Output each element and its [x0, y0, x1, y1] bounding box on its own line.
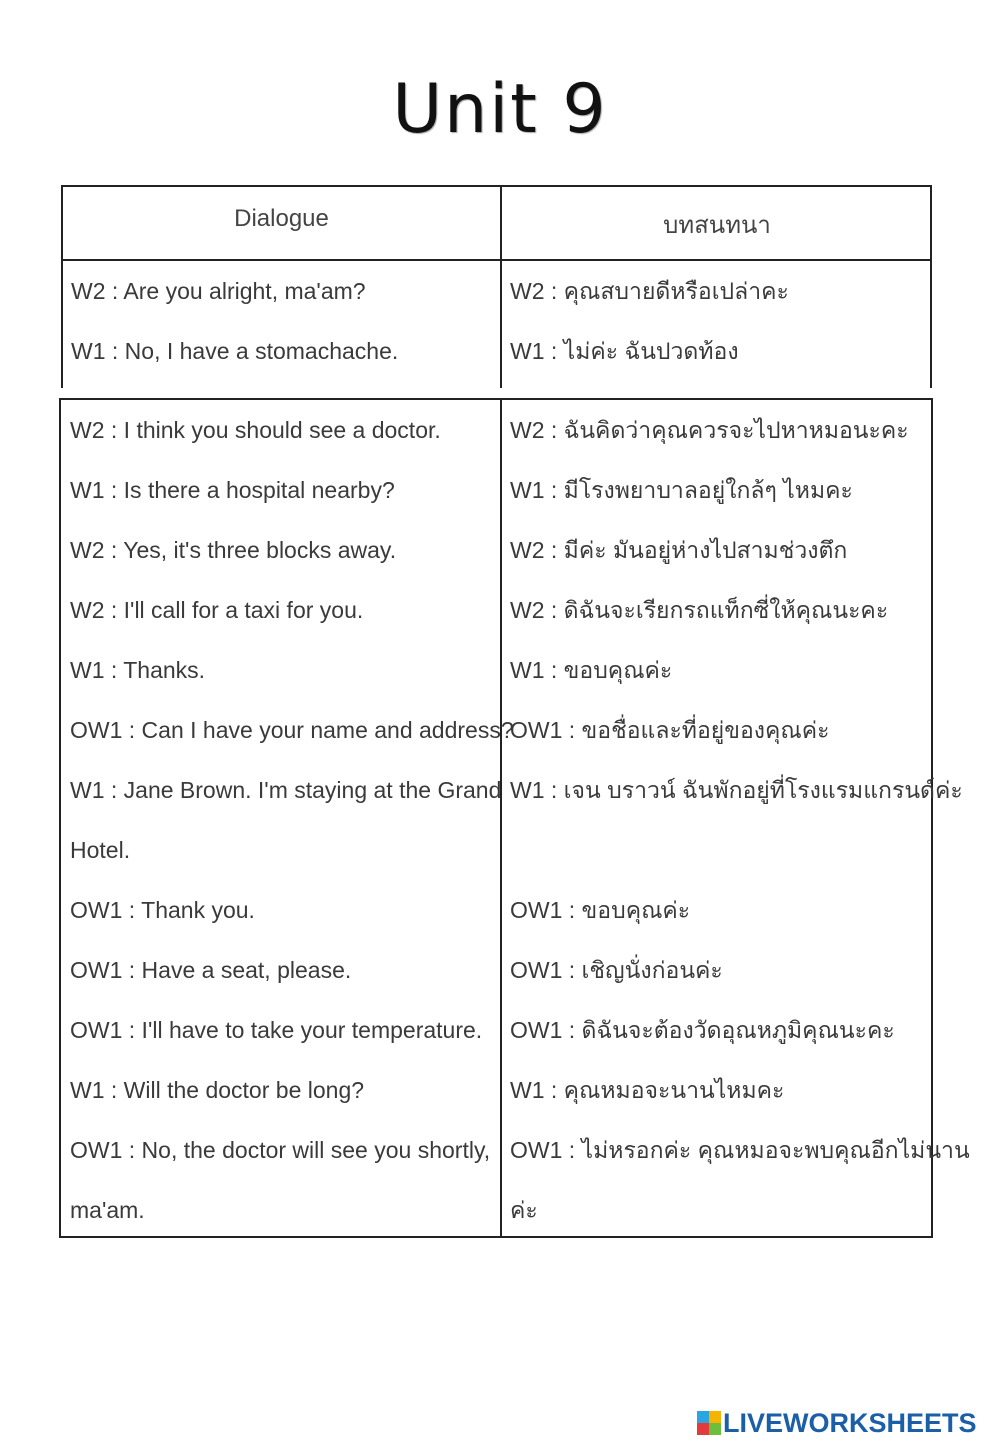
- dialogue-line-thai: OW1 : ดิฉันจะต้องวัดอุณหภูมิคุณนะคะ: [510, 1017, 895, 1043]
- dialogue-line: Hotel.: [70, 837, 131, 863]
- dialogue-line: OW1 : Have a seat, please.: [70, 957, 352, 983]
- dialogue-line-thai: W1 : มีโรงพยาบาลอยู่ใกล้ๆ ไหมคะ: [510, 477, 853, 503]
- header-dialogue: Dialogue: [234, 205, 329, 232]
- liveworksheets-logo-icon: [697, 1411, 721, 1435]
- dialogue-line-thai: W2 : ฉันคิดว่าคุณควรจะไปหาหมอนะคะ: [510, 417, 909, 443]
- dialogue-line-thai: OW1 : ไม่หรอกค่ะ คุณหมอจะพบคุณอีกไม่นาน: [510, 1137, 970, 1163]
- header-thai-dialogue: บทสนทนา: [663, 212, 771, 239]
- dialogue-line: W1 : Jane Brown. I'm staying at the Grand: [70, 777, 502, 803]
- dialogue-line: W1 : No, I have a stomachache.: [71, 338, 399, 364]
- dialogue-line-thai: W1 : ไม่ค่ะ ฉันปวดท้อง: [510, 338, 739, 364]
- dialogue-line-thai: W1 : คุณหมอจะนานไหมคะ: [510, 1077, 785, 1103]
- dialogue-line: OW1 : Can I have your name and address?: [70, 717, 514, 743]
- dialogue-line-thai: W2 : คุณสบายดีหรือเปล่าคะ: [510, 278, 789, 304]
- dialogue-line: OW1 : I'll have to take your temperature.: [70, 1017, 483, 1043]
- dialogue-line: ma'am.: [70, 1197, 145, 1223]
- dialogue-table-bottom: [59, 398, 970, 1238]
- dialogue-line: W2 : Yes, it's three blocks away.: [70, 537, 397, 563]
- dialogue-line: W1 : Will the doctor be long?: [70, 1077, 365, 1103]
- dialogue-line-thai: OW1 : ขอบคุณค่ะ: [510, 897, 691, 923]
- dialogue-line: W2 : Are you alright, ma'am?: [71, 278, 366, 304]
- dialogue-line-thai: W2 : มีค่ะ มันอยู่ห่างไปสามช่วงตึก: [510, 537, 848, 563]
- dialogue-line: OW1 : No, the doctor will see you shortly,: [70, 1137, 491, 1163]
- dialogue-table-top: [61, 185, 932, 388]
- dialogue-line: OW1 : Thank you.: [70, 897, 255, 923]
- english-lines-top: [71, 261, 398, 381]
- dialogue-line-thai: OW1 : ขอชื่อและที่อยู่ของคุณค่ะ: [510, 717, 830, 743]
- dialogue-line-thai: OW1 : เชิญนั่งก่อนค่ะ: [510, 957, 723, 983]
- dialogue-line-thai: W1 : เจน บราวน์ ฉันพักอยู่ที่โรงแรมแกรนด์ค่ะ: [510, 777, 963, 803]
- page-title: Unit 9: [392, 70, 608, 149]
- dialogue-line: W1 : Is there a hospital nearby?: [70, 477, 395, 503]
- dialogue-line-thai: W2 : ดิฉันจะเรียกรถแท็กซี่ให้คุณนะคะ: [510, 597, 889, 623]
- dialogue-line-thai: W1 : ขอบคุณค่ะ: [510, 657, 673, 683]
- dialogue-line: W2 : I think you should see a doctor.: [70, 417, 441, 443]
- thai-lines-top: [510, 261, 789, 381]
- dialogue-line-thai: ค่ะ: [510, 1197, 538, 1223]
- liveworksheets-logo[interactable]: [697, 1408, 977, 1438]
- liveworksheets-logo-text: LIVEWORKSHEETS: [723, 1407, 977, 1438]
- english-lines: [70, 400, 514, 1240]
- dialogue-line: W2 : I'll call for a taxi for you.: [70, 597, 364, 623]
- dialogue-line-thai: [510, 820, 970, 880]
- thai-lines: [510, 400, 970, 1240]
- dialogue-line: W1 : Thanks.: [70, 657, 206, 683]
